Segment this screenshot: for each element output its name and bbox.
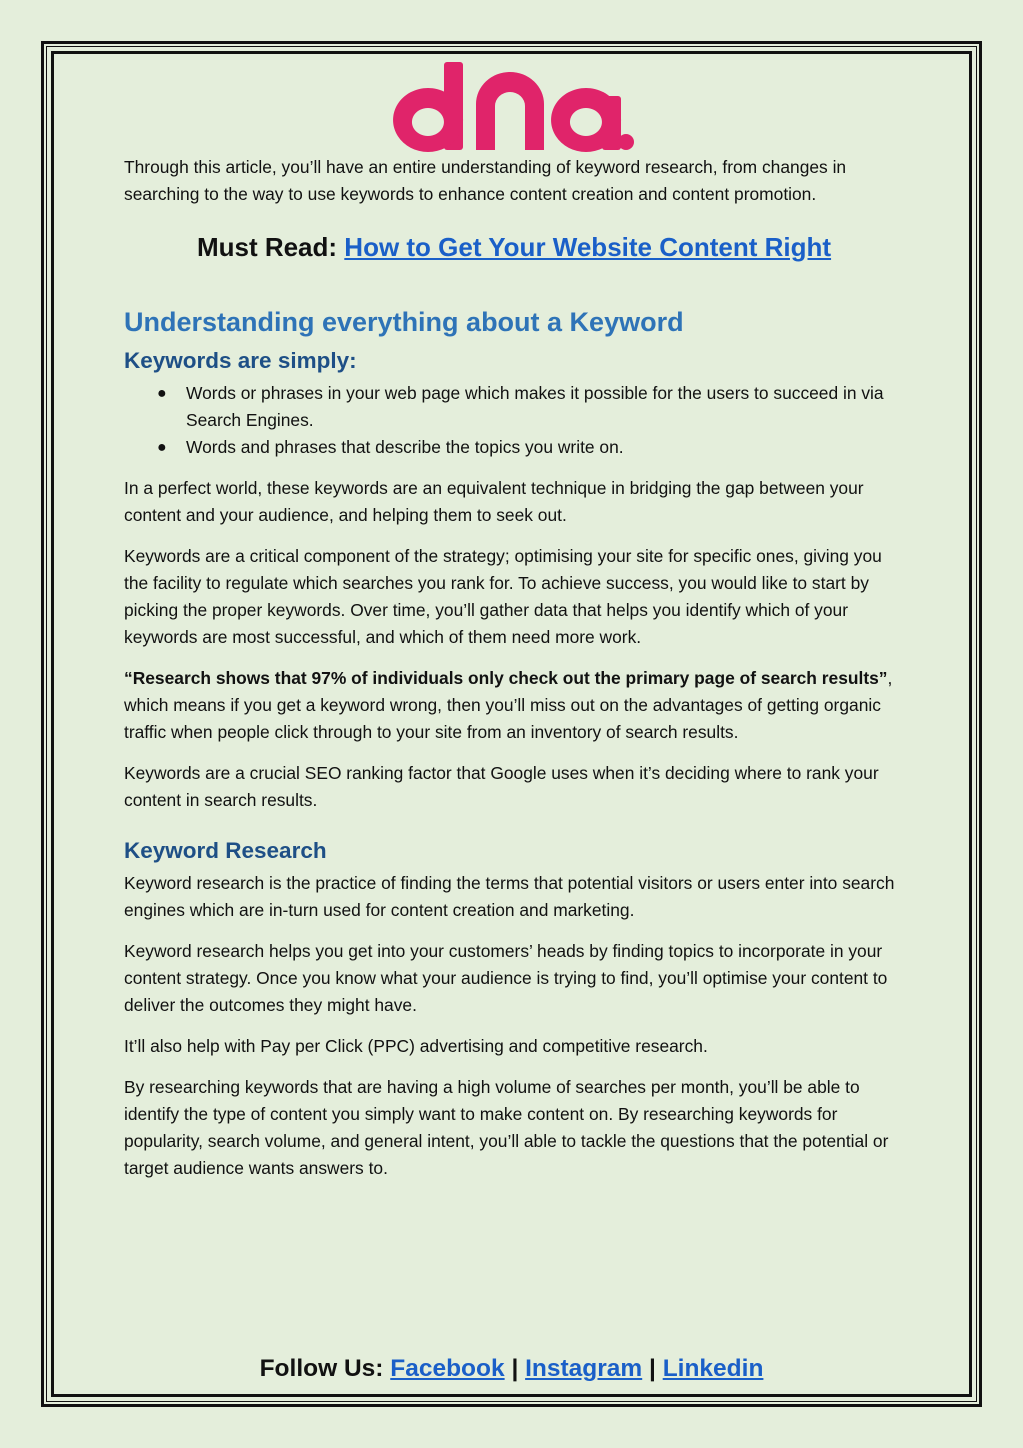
logo-text: dna. [388, 58, 390, 59]
bullet-icon: ● [157, 385, 167, 402]
subheading-keywords-are: Keywords are simply: [124, 348, 357, 373]
facebook-link[interactable]: Facebook [390, 1355, 505, 1382]
research-quote-paragraph: “Research shows that 97% of individuals only check out the primary page of search results”, which means if you get a keyword wrong, then you’ll miss out on the advantages of getting organic traffic when people click through to your site from an inventory of search results. [124, 668, 893, 742]
paragraph: In a perfect world, these keywords are an equivalent technique in bridging the gap between your content and your audience, and helping them to seek out. [124, 478, 864, 525]
section-heading-keyword-research: Keyword Research [124, 838, 327, 863]
follow-us-label: Follow Us: [259, 1355, 384, 1382]
follow-us-footer [51, 1352, 972, 1386]
article-body [124, 154, 904, 1196]
linkedin-link[interactable]: Linkedin [662, 1355, 764, 1382]
list-item: ● Words or phrases in your web page which makes it possible for the users to succeed in via Search Engines. [186, 380, 904, 434]
paragraph: Keyword research is the practice of finding the terms that potential visitors or users enter into search engines which are in-turn used for content creation and marketing. [124, 873, 895, 920]
keyword-definition-list [124, 380, 904, 461]
intro-paragraph: Through this article, you’ll have an entire understanding of keyword research, from changes in searching to the way to use keywords to enhance content creation and content promotion. [124, 157, 847, 204]
list-item: ● Words and phrases that describe the topics you write on. [186, 434, 904, 461]
bullet-icon: ● [157, 439, 167, 456]
paragraph: Keywords are a crucial SEO ranking factor that Google uses when it’s deciding where to rank your content in search results. [124, 763, 879, 810]
must-read-link[interactable]: How to Get Your Website Content Right [344, 232, 832, 262]
dna-logo [388, 58, 634, 154]
instagram-link[interactable]: Instagram [525, 1355, 643, 1382]
paragraph: By researching keywords that are having a high volume of searches per month, you’ll be able to identify the type of content you simply want to make content on. By researching keywords for popularity, search volume, and general intent, you’ll able to tackle the questions that the potential or target audience wants answers to. [124, 1077, 889, 1178]
paragraph: Keywords are a critical component of the strategy; optimising your site for specific ones, giving you the facility to regulate which searches you rank for. To achieve success, you would like to start by picking the proper keywords. Over time, you’ll gather data that helps you identify which of your keywords are most successful, and which of them need more work. [124, 546, 882, 647]
must-read [124, 230, 904, 264]
paragraph: Keyword research helps you get into your customers’ heads by finding topics to incorporate in your content strategy. Once you know what your audience is trying to find, you’ll optimise your content to deliver the outcomes they might have. [124, 941, 888, 1015]
paragraph: It’ll also help with Pay per Click (PPC) advertising and competitive research. [124, 1036, 708, 1056]
separator: | [511, 1355, 519, 1382]
separator: | [649, 1355, 656, 1382]
research-quote: “Research shows that 97% of individuals only check out the primary page of search results” [124, 668, 888, 688]
section-heading-keyword: Understanding everything about a Keyword [124, 307, 684, 337]
must-read-label: Must Read: [196, 232, 338, 262]
